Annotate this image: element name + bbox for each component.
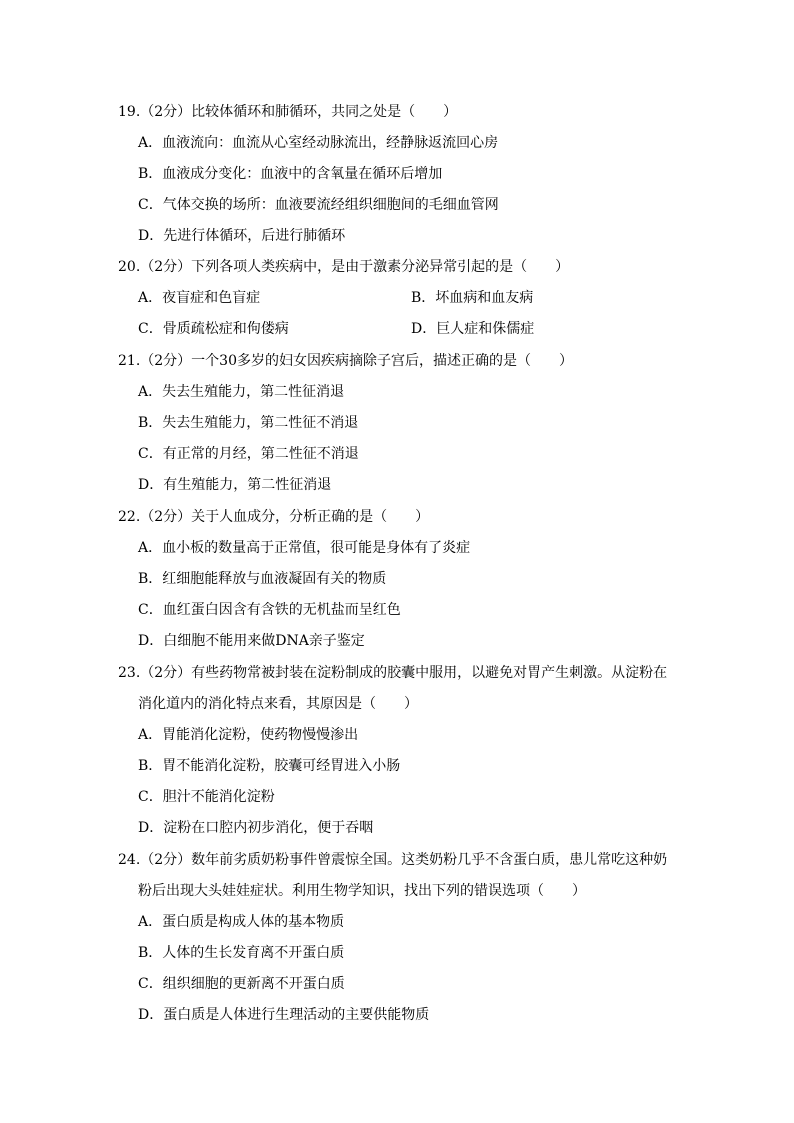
question-20-option-c: C．骨质疏松症和佝偻病: [138, 321, 289, 337]
question-21-stem: 21.（2分）一个30多岁的妇女因疾病摘除子宫后，描述正确的是（ ）: [118, 353, 573, 369]
question-19-stem: 19.（2分）比较体循环和肺循环，共同之处是（ ）: [118, 104, 458, 120]
question-23-stem: 23.（2分）有些药物常被封装在淀粉制成的胶囊中服用，以避免对胃产生刺激。从淀粉在: [118, 665, 668, 681]
question-23-option-c: C．胆汁不能消化淀粉: [138, 789, 275, 805]
question-24-option-a: A．蛋白质是构成人体的基本物质: [138, 914, 345, 930]
question-24-option-d: D．蛋白质是人体进行生理活动的主要供能物质: [138, 1007, 430, 1023]
question-24-option-c: C．组织细胞的更新离不开蛋白质: [138, 976, 345, 992]
question-24-stem: 24.（2分）数年前劣质奶粉事件曾震惊全国。这类奶粉几乎不含蛋白质，患儿常吃这种奶: [118, 852, 668, 868]
question-22-stem: 22.（2分）关于人血成分，分析正确的是（ ）: [118, 509, 430, 525]
question-23-stem-continued: 消化道内的消化特点来看，其原因是（ ）: [138, 696, 418, 712]
question-20-option-d: D．巨人症和侏儒症: [411, 321, 535, 337]
question-24-option-b: B．人体的生长发育离不开蛋白质: [138, 945, 345, 961]
question-22-option-d: D．白细胞不能用来做DNA亲子鉴定: [138, 633, 365, 649]
question-21-option-d: D．有生殖能力，第二性征消退: [138, 477, 332, 493]
question-19-option-c: C．气体交换的场所：血液要流经组织细胞间的毛细血管网: [138, 197, 499, 213]
question-20-stem: 20.（2分）下列各项人类疾病中，是由于激素分泌异常引起的是（ ）: [118, 259, 570, 275]
question-19-option-a: A．血液流向：血流从心室经动脉流出，经静脉返流回心房: [138, 135, 499, 151]
question-22-option-a: A．血小板的数量高于正常值，很可能是身体有了炎症: [138, 540, 471, 556]
question-20-option-a: A．夜盲症和色盲症: [138, 290, 261, 306]
question-19-option-b: B．血液成分变化：血液中的含氧量在循环后增加: [138, 166, 443, 182]
question-23-option-d: D．淀粉在口腔内初步消化，便于吞咽: [138, 820, 374, 836]
question-22-option-b: B．红细胞能释放与血液凝固有关的物质: [138, 571, 387, 587]
question-22-option-c: C．血红蛋白因含有含铁的无机盐而呈红色: [138, 602, 401, 618]
question-20-option-b: B．坏血病和血友病: [411, 290, 534, 306]
question-19-option-d: D．先进行体循环，后进行肺循环: [138, 228, 346, 244]
question-21-option-a: A．失去生殖能力，第二性征消退: [138, 384, 345, 400]
question-21-option-b: B．失去生殖能力，第二性征不消退: [138, 415, 359, 431]
question-24-stem-continued: 粉后出现大头娃娃症状。利用生物学知识，找出下列的错误选项（ ）: [138, 883, 586, 899]
question-21-option-c: C．有正常的月经，第二性征不消退: [138, 446, 359, 462]
question-23-option-a: A．胃能消化淀粉，使药物慢慢渗出: [138, 727, 359, 743]
question-23-option-b: B．胃不能消化淀粉，胶囊可经胃进入小肠: [138, 758, 401, 774]
